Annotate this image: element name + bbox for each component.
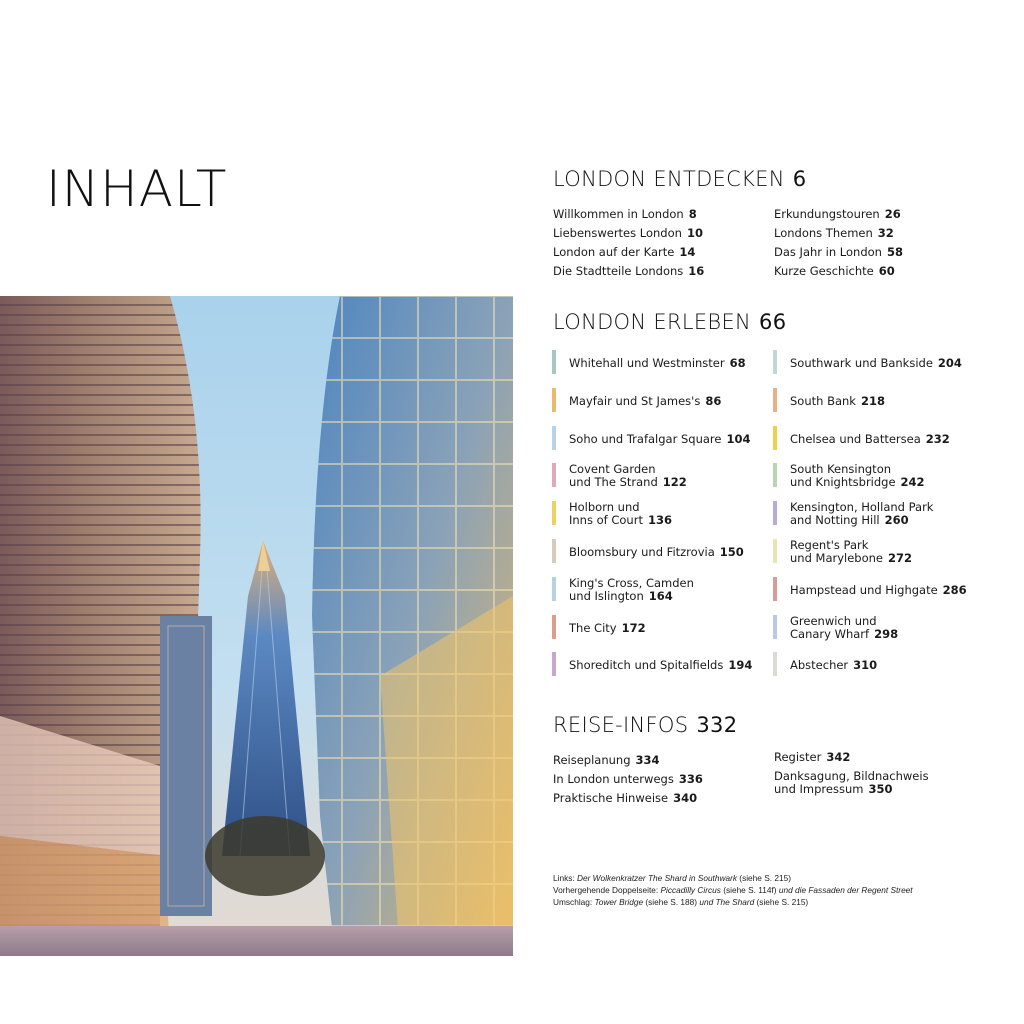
district-entry[interactable] (773, 577, 983, 603)
district-entry[interactable] (552, 615, 762, 641)
toc-entry[interactable]: Register 342 (774, 750, 851, 764)
district-label: The City 172 (569, 620, 646, 635)
toc-list-reise-left (553, 751, 703, 808)
section-heading-london-erleben[interactable] (553, 310, 786, 334)
caption-left: Links: Der Wolkenkratzer The Shard in Southwark (siehe S. 215) (553, 873, 791, 883)
district-color-bar (552, 615, 556, 639)
district-entry[interactable] (552, 388, 762, 414)
district-label: Bloomsbury und Fitzrovia 150 (569, 545, 744, 559)
district-color-bar (552, 539, 556, 563)
district-color-bar (773, 388, 777, 412)
district-color-bar (773, 426, 777, 450)
toc-entry[interactable]: Willkommen in London 8 (553, 207, 697, 221)
district-entry[interactable] (552, 501, 762, 527)
section-heading-reise-infos[interactable] (553, 713, 737, 737)
toc-entry[interactable]: Erkundungstouren 26 (774, 207, 901, 221)
section-page: 332 (696, 713, 738, 737)
district-color-bar (773, 577, 777, 601)
district-color-bar (773, 539, 777, 563)
section-page: 6 (792, 167, 807, 191)
district-entry[interactable] (773, 501, 983, 527)
district-entry[interactable] (773, 426, 983, 452)
district-color-bar (552, 501, 556, 525)
section-heading-london-entdecken[interactable] (553, 167, 806, 191)
district-label: Whitehall und Westminster 68 (569, 356, 746, 370)
toc-entry[interactable]: Kurze Geschichte 60 (774, 264, 895, 278)
district-entry[interactable] (552, 577, 762, 603)
district-color-bar (552, 426, 556, 450)
district-color-bar (773, 350, 777, 374)
district-color-bar (773, 463, 777, 487)
toc-list-entdecken-left (553, 205, 704, 281)
district-entry[interactable] (552, 652, 762, 678)
caption-previous-spread: Vorhergehende Doppelseite: Piccadilly Circus (siehe S. 114f) und die Fassaden der Regent Street (553, 885, 913, 895)
toc-entry[interactable]: Das Jahr in London 58 (774, 245, 903, 259)
toc-entry[interactable]: In London unterwegs 336 (553, 772, 703, 786)
district-label: Soho und Trafalgar Square 104 (569, 431, 751, 446)
toc-entry[interactable]: Danksagung, Bildnachweis (774, 769, 929, 783)
district-label: Chelsea und Battersea 232 (790, 431, 950, 446)
district-color-bar (552, 652, 556, 676)
section-title: LONDON ENTDECKEN (553, 167, 785, 191)
district-color-bar (552, 350, 556, 374)
toc-entry[interactable]: Die Stadtteile Londons 16 (553, 264, 705, 278)
district-color-bar (552, 577, 556, 601)
district-label: Hampstead und Highgate 286 (790, 582, 967, 597)
district-label: Abstecher 310 (790, 658, 878, 673)
district-label: Southwark und Bankside 204 (790, 356, 962, 370)
toc-entry[interactable]: London auf der Karte 14 (553, 245, 696, 259)
section-title: LONDON ERLEBEN (553, 310, 752, 334)
district-color-bar (552, 463, 556, 487)
district-color-bar (773, 652, 777, 676)
district-label: King's Cross, Camden und Islington 164 (569, 575, 694, 603)
district-label: Shoreditch und Spitalfields 194 (569, 658, 753, 673)
district-entry[interactable] (552, 539, 762, 565)
district-color-bar (773, 501, 777, 525)
district-label: Covent Garden und The Strand 122 (569, 462, 687, 490)
district-entry[interactable] (773, 539, 983, 565)
cover-photo-the-shard (0, 296, 513, 956)
district-label: South Kensington und Knightsbridge 242 (790, 462, 925, 490)
section-title: REISE-INFOS (553, 713, 689, 737)
toc-entry[interactable]: Reiseplanung 334 (553, 753, 660, 767)
district-label: Greenwich und Canary Wharf 298 (790, 613, 899, 641)
district-label: Kensington, Holland Park and Notting Hill 260 (790, 500, 934, 528)
district-entry[interactable] (552, 426, 762, 452)
district-entry[interactable] (773, 388, 983, 414)
district-color-bar (773, 615, 777, 639)
district-entry[interactable] (773, 463, 983, 489)
caption-cover: Umschlag: Tower Bridge (siehe S. 188) und The Shard (siehe S. 215) (553, 897, 809, 907)
district-label: Mayfair und St James's 86 (569, 393, 722, 408)
district-entry[interactable] (773, 652, 983, 678)
toc-list-reise-right (774, 751, 929, 796)
district-label: Regent's Park und Marylebone 272 (790, 538, 913, 565)
toc-entry[interactable]: Liebenswertes London 10 (553, 226, 703, 240)
photo-captions (553, 872, 913, 908)
section-page: 66 (759, 310, 787, 334)
toc-entry-continued[interactable]: und Impressum 350 (774, 782, 893, 796)
district-entry[interactable] (552, 350, 762, 376)
district-label: South Bank 218 (790, 393, 885, 408)
page-title: INHALT (46, 160, 228, 218)
district-entry[interactable] (552, 463, 762, 489)
district-entry[interactable] (773, 350, 983, 376)
district-entry[interactable] (773, 615, 983, 641)
toc-list-entdecken-right (774, 205, 903, 281)
district-color-bar (552, 388, 556, 412)
district-label: Holborn und Inns of Court 136 (569, 500, 672, 528)
toc-entry[interactable]: Londons Themen 32 (774, 226, 894, 240)
toc-entry[interactable]: Praktische Hinweise 340 (553, 791, 698, 805)
